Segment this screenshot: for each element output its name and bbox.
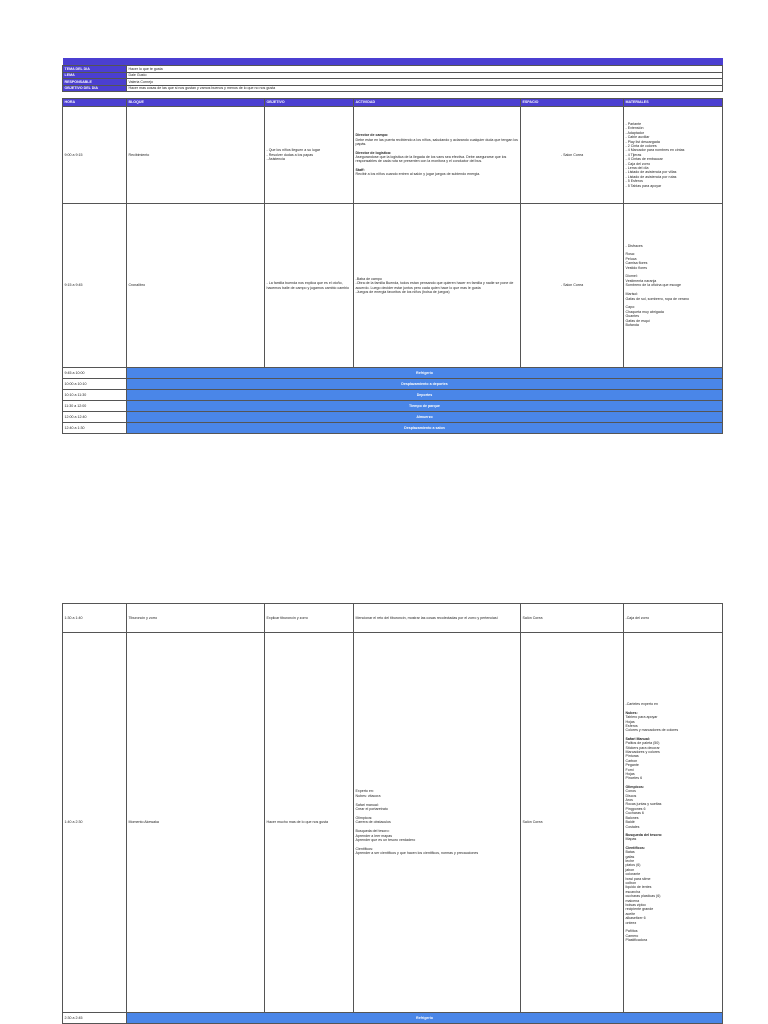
schedule-page-1 (62, 52, 722, 434)
band-label: Refrigerio (127, 1013, 723, 1024)
materials-list: Batas gafas leche platos (6) jabon colorante bowl para slime colbon liquido de lentes escarcha cucharas plasticas (6) maicena bolsas ziploc recipiente grande aceite alkaseltzer 6 onteez Pañitos Camero Plastificadora (625, 850, 661, 943)
band-label: Almuerzo (127, 412, 723, 423)
hora-cell: 10:10 a 11:30 (63, 390, 127, 401)
hora-cell: 11:30 a 12:00 (63, 401, 127, 412)
band-row-desplazamiento-salon (63, 423, 723, 434)
activity-text: Debe estar en las puerta recibiendo a los niños, saludando y aclarando cualquier duda que tengan los papás. (355, 137, 518, 147)
materials-title: Olimpicos: (625, 784, 645, 789)
info-value: Dale Gusto (127, 72, 723, 79)
table-row (63, 204, 723, 368)
band-row-refrigerio (63, 368, 723, 379)
materials-intro: -Carteles experto en (625, 702, 659, 707)
objetivo-cell: Explicar tiburoncin y zorro (265, 604, 354, 633)
materials-list: Tablero para apoyar Hojas Esferos Colores y marcadores de colores (625, 715, 679, 733)
materials-title: Nubes: (625, 710, 638, 715)
materiales-cell: - Parlante - Extensión - Adaptador - Cable auxiliar - Play list descargada - 2 Cinta de colores - 4 Marcador para nombres en cintas - 4 Tijeras - 4 Cintas de embaucar - Caja del zorro - Lema del día - Listado de asistencia por villas - Listado de asistencia por rutas - 5 Esferos - 5 Tablas para apoyar (624, 107, 723, 204)
materiales-cell: -Caja del zorro (624, 604, 723, 633)
schedule-table-1 (62, 52, 723, 434)
bloque-cell: Cronalibro (127, 204, 265, 368)
activity-title: Director de campo: (355, 133, 389, 138)
hora-cell: 1:40 a 2:30 (63, 633, 127, 1013)
materials-list: Mapas (625, 837, 637, 842)
objetivo-cell: - Que los niños lleguen a su lugar - Resolver dudas a los papas - Asistencia (265, 107, 354, 204)
table-row (63, 107, 723, 204)
band-row-refrigerio-2 (63, 1013, 723, 1024)
espacio-cell: Salón Corea (521, 633, 624, 1013)
schedule-table-2 (62, 603, 723, 1024)
activity-text: Recibir a los niños cuando entren al salón y jugar juegos de subiendo energia. (355, 172, 481, 177)
header-espacio: ESPACIO (521, 99, 624, 107)
actividad-cell (354, 107, 521, 204)
espacio-cell: Salón Corea (521, 604, 624, 633)
bloque-cell: Recibimiento (127, 107, 265, 204)
actividad-cell: Mencionar el reto del tiburoncin, mostrar las cosas recolectadas por el zorro y pertenciasi (354, 604, 521, 633)
activity-title: Director de logistica: (355, 150, 392, 155)
materials-list: Conos Discos Aros Rocas juntas y sueltas Pingpones 6 Cucharas 6 Balones Baldé Costales (625, 789, 662, 829)
header-actividad: ACTIVIDAD (354, 99, 521, 107)
hora-cell: 9:45 a 10:00 (63, 368, 127, 379)
hora-cell: 10:00 a 10:10 (63, 379, 127, 390)
info-value: Valeria Cornejo (127, 79, 723, 86)
info-value: Hacer mas cosas de las que si nos gustan y vamos buenos y menos de lo que no nos gusta (127, 85, 723, 92)
info-value: Hacer lo que te gusta (127, 66, 723, 73)
bloque-cell: Tiburoncin y zorro (127, 604, 265, 633)
table-row (63, 633, 723, 1013)
header-objetivo: OBJETIVO (265, 99, 354, 107)
materiales-cell (624, 633, 723, 1013)
band-row-almuerzo (63, 412, 723, 423)
espacio-cell: - Salon Corea (521, 107, 624, 204)
schedule-page-2 (62, 603, 722, 1024)
info-label: OBJETIVO DEL DIA (63, 85, 127, 92)
band-label: Refrigerio (127, 368, 723, 379)
actividad-cell: -Baba de campo -Obra de la familia Buenda, todos estan pensando que quieren hacer en familia y nadie se pone de acuerdo. Luego decider estar juntos pero cada quien hace lo que mas le gusta -Juegos de energia favoritos de los niños (bolsa de juegos) (354, 204, 521, 368)
info-label: RESPONSABLE (63, 79, 127, 86)
hora-cell: 12:00 a 12:40 (63, 412, 127, 423)
hora-cell: 1:30 a 1:40 (63, 604, 127, 633)
activity-title: Staff: (355, 167, 365, 172)
objetivo-cell: Hacer mucho mas de lo que nos gusta (265, 633, 354, 1013)
band-row-deportes (63, 390, 723, 401)
materials-title: Busqueda del tesoro: (625, 832, 663, 837)
column-headers (63, 99, 723, 107)
materials-title: Safari Manual: (625, 736, 651, 741)
actividad-cell: Experto en: Nubes: vitacora Safari manual: Crear el portaretrato Olimpicos: Carrera de obstaculos Busqueda del tesoro: Aprender a leer mapas Aprender que es un tesoro verdadero Cientificos: Aprender a ser cientificos y que hacen los cientificos, normas y precauciones (354, 633, 521, 1013)
materiales-cell: - Disfraces Rosa: Peluca Camisa flores Vestido flores Diomel: Vestimenta naranja Sombrero de la oficina que escoge Marisol: Gafas de sol, sombrero, ropa de verano Capo: Chaqueta muy abrigada Guantes Gafas de esquí Bufanda (624, 204, 723, 368)
bloque-cell: Momento Akewaka (127, 633, 265, 1013)
materials-title: Cientificos: (625, 845, 646, 850)
info-label: TEMA DEL DIA (63, 66, 127, 73)
band-row-desplazamiento-deportes (63, 379, 723, 390)
hora-cell: 9:00 a 9:15 (63, 107, 127, 204)
header-bloque: BLOQUE (127, 99, 265, 107)
header-hora: HORA (63, 99, 127, 107)
espacio-cell: - Salon Corea (521, 204, 624, 368)
activity-text: Asegurandose que la logistica de la llegada de los vans sea efectiva. Debe asegurarse que los responsables de cada ruta se presenten con la monitora y el conductor del bus. (355, 155, 507, 164)
band-row-parque (63, 401, 723, 412)
header-materiales: MATERIALES (624, 99, 723, 107)
band-label: Desplazamiento a deportes (127, 379, 723, 390)
hora-cell: 12:40 a 1:30 (63, 423, 127, 434)
band-label: Tiempo de parque (127, 401, 723, 412)
band-label: Deportes (127, 390, 723, 401)
hora-cell: 2:30 a 2:45 (63, 1013, 127, 1024)
materials-list: Palitos de paleta (50) Stickers para decorar Marcadores y colores Pinturas Carbon Pegante Fomi Hojas Pinceles 6 (625, 741, 660, 781)
hora-cell: 9:15 a 9:45 (63, 204, 127, 368)
band-label: Desplazamiento a salon (127, 423, 723, 434)
header-band (63, 58, 723, 66)
table-row (63, 604, 723, 633)
info-label: LEMA (63, 72, 127, 79)
objetivo-cell: - La familia buenda nos explica que es el otoño, hacemos baile de campo y jugamos cambio cambio (265, 204, 354, 368)
